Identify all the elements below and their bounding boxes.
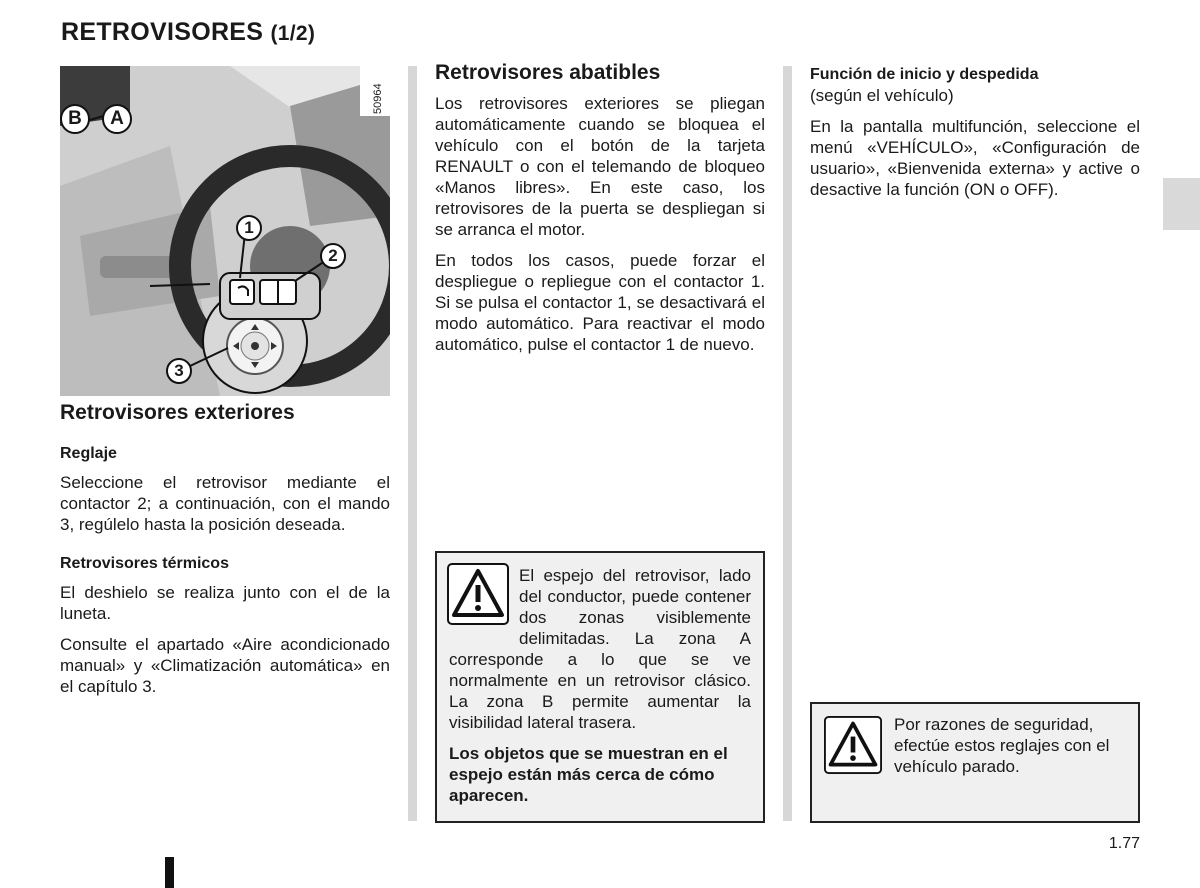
label-a: A	[102, 104, 132, 134]
warning-box	[435, 551, 765, 823]
warning-box	[810, 702, 1140, 823]
warning-text: El espejo del retrovisor, lado del conductor, puede contener dos zonas visiblemente delimitadas. La zona A corresponde a lo que se ve normalmente en un retrovisor clásico. La zona B permite aumentar la visibilidad lateral trasera.	[449, 566, 751, 732]
label-3: 3	[166, 358, 192, 384]
label-1: 1	[236, 215, 262, 241]
steering-wheel-illustration	[60, 66, 390, 396]
paragraph: El deshielo se realiza junto con el de la luneta.	[60, 583, 390, 623]
label-b: B	[60, 104, 90, 134]
middle-column	[435, 62, 765, 365]
figure-reference-number: 50964	[372, 83, 384, 114]
paragraph: Consulte el apartado «Aire acondicionado manual» y «Climatización automática» en el capítulo 3.	[60, 635, 390, 696]
section-heading: Retrovisores abatibles	[435, 61, 661, 84]
subsection-heading: Reglaje	[60, 445, 117, 462]
warning-text: Por razones de seguridad, efectúe estos reglajes con el vehículo parado.	[894, 715, 1110, 776]
print-mark	[165, 857, 174, 888]
label-2: 2	[320, 243, 346, 269]
subsection-heading: Retrovisores térmicos	[60, 555, 229, 572]
warning-triangle-icon	[824, 716, 882, 774]
paragraph: Los retrovisores exteriores se pliegan automáticamente cuando se bloquea el vehículo con el botón de la tarjeta RENAULT o con el telemando de bloqueo «Manos libres». En este caso, los retrovisores de la puerta se despliegan si se arranca el motor.	[435, 94, 765, 239]
right-column	[810, 64, 1140, 210]
column-divider	[408, 66, 417, 821]
paragraph: (según el vehículo)	[810, 86, 954, 105]
section-heading: Retrovisores exteriores	[60, 401, 295, 424]
paragraph: En todos los casos, puede forzar el despliegue o repliegue con el contactor 1. Si se pulsa el contactor 1, se desactivará el modo automático. Para reactivar el modo automático, pulse el contactor 1 de nuevo.	[435, 251, 765, 354]
page-number: 1.77	[1108, 835, 1140, 852]
page-title: RETROVISORES (1/2)	[61, 18, 316, 46]
left-column	[60, 402, 390, 707]
column-divider	[783, 66, 792, 821]
paragraph: Seleccione el retrovisor mediante el contactor 2; a continuación, con el mando 3, regúlelo hasta la posición deseada.	[60, 473, 390, 534]
chapter-thumb-tab	[1163, 178, 1200, 230]
paragraph: En la pantalla multifunción, seleccione el menú «VEHÍCULO», «Configuración de usuario», «Bienvenida externa» y active o desactive la función (ON o OFF).	[810, 117, 1140, 199]
warning-bold-text: Los objetos que se muestran en el espejo están más cerca de cómo aparecen.	[449, 744, 728, 805]
section-heading: Función de inicio y despedida	[810, 66, 1039, 83]
